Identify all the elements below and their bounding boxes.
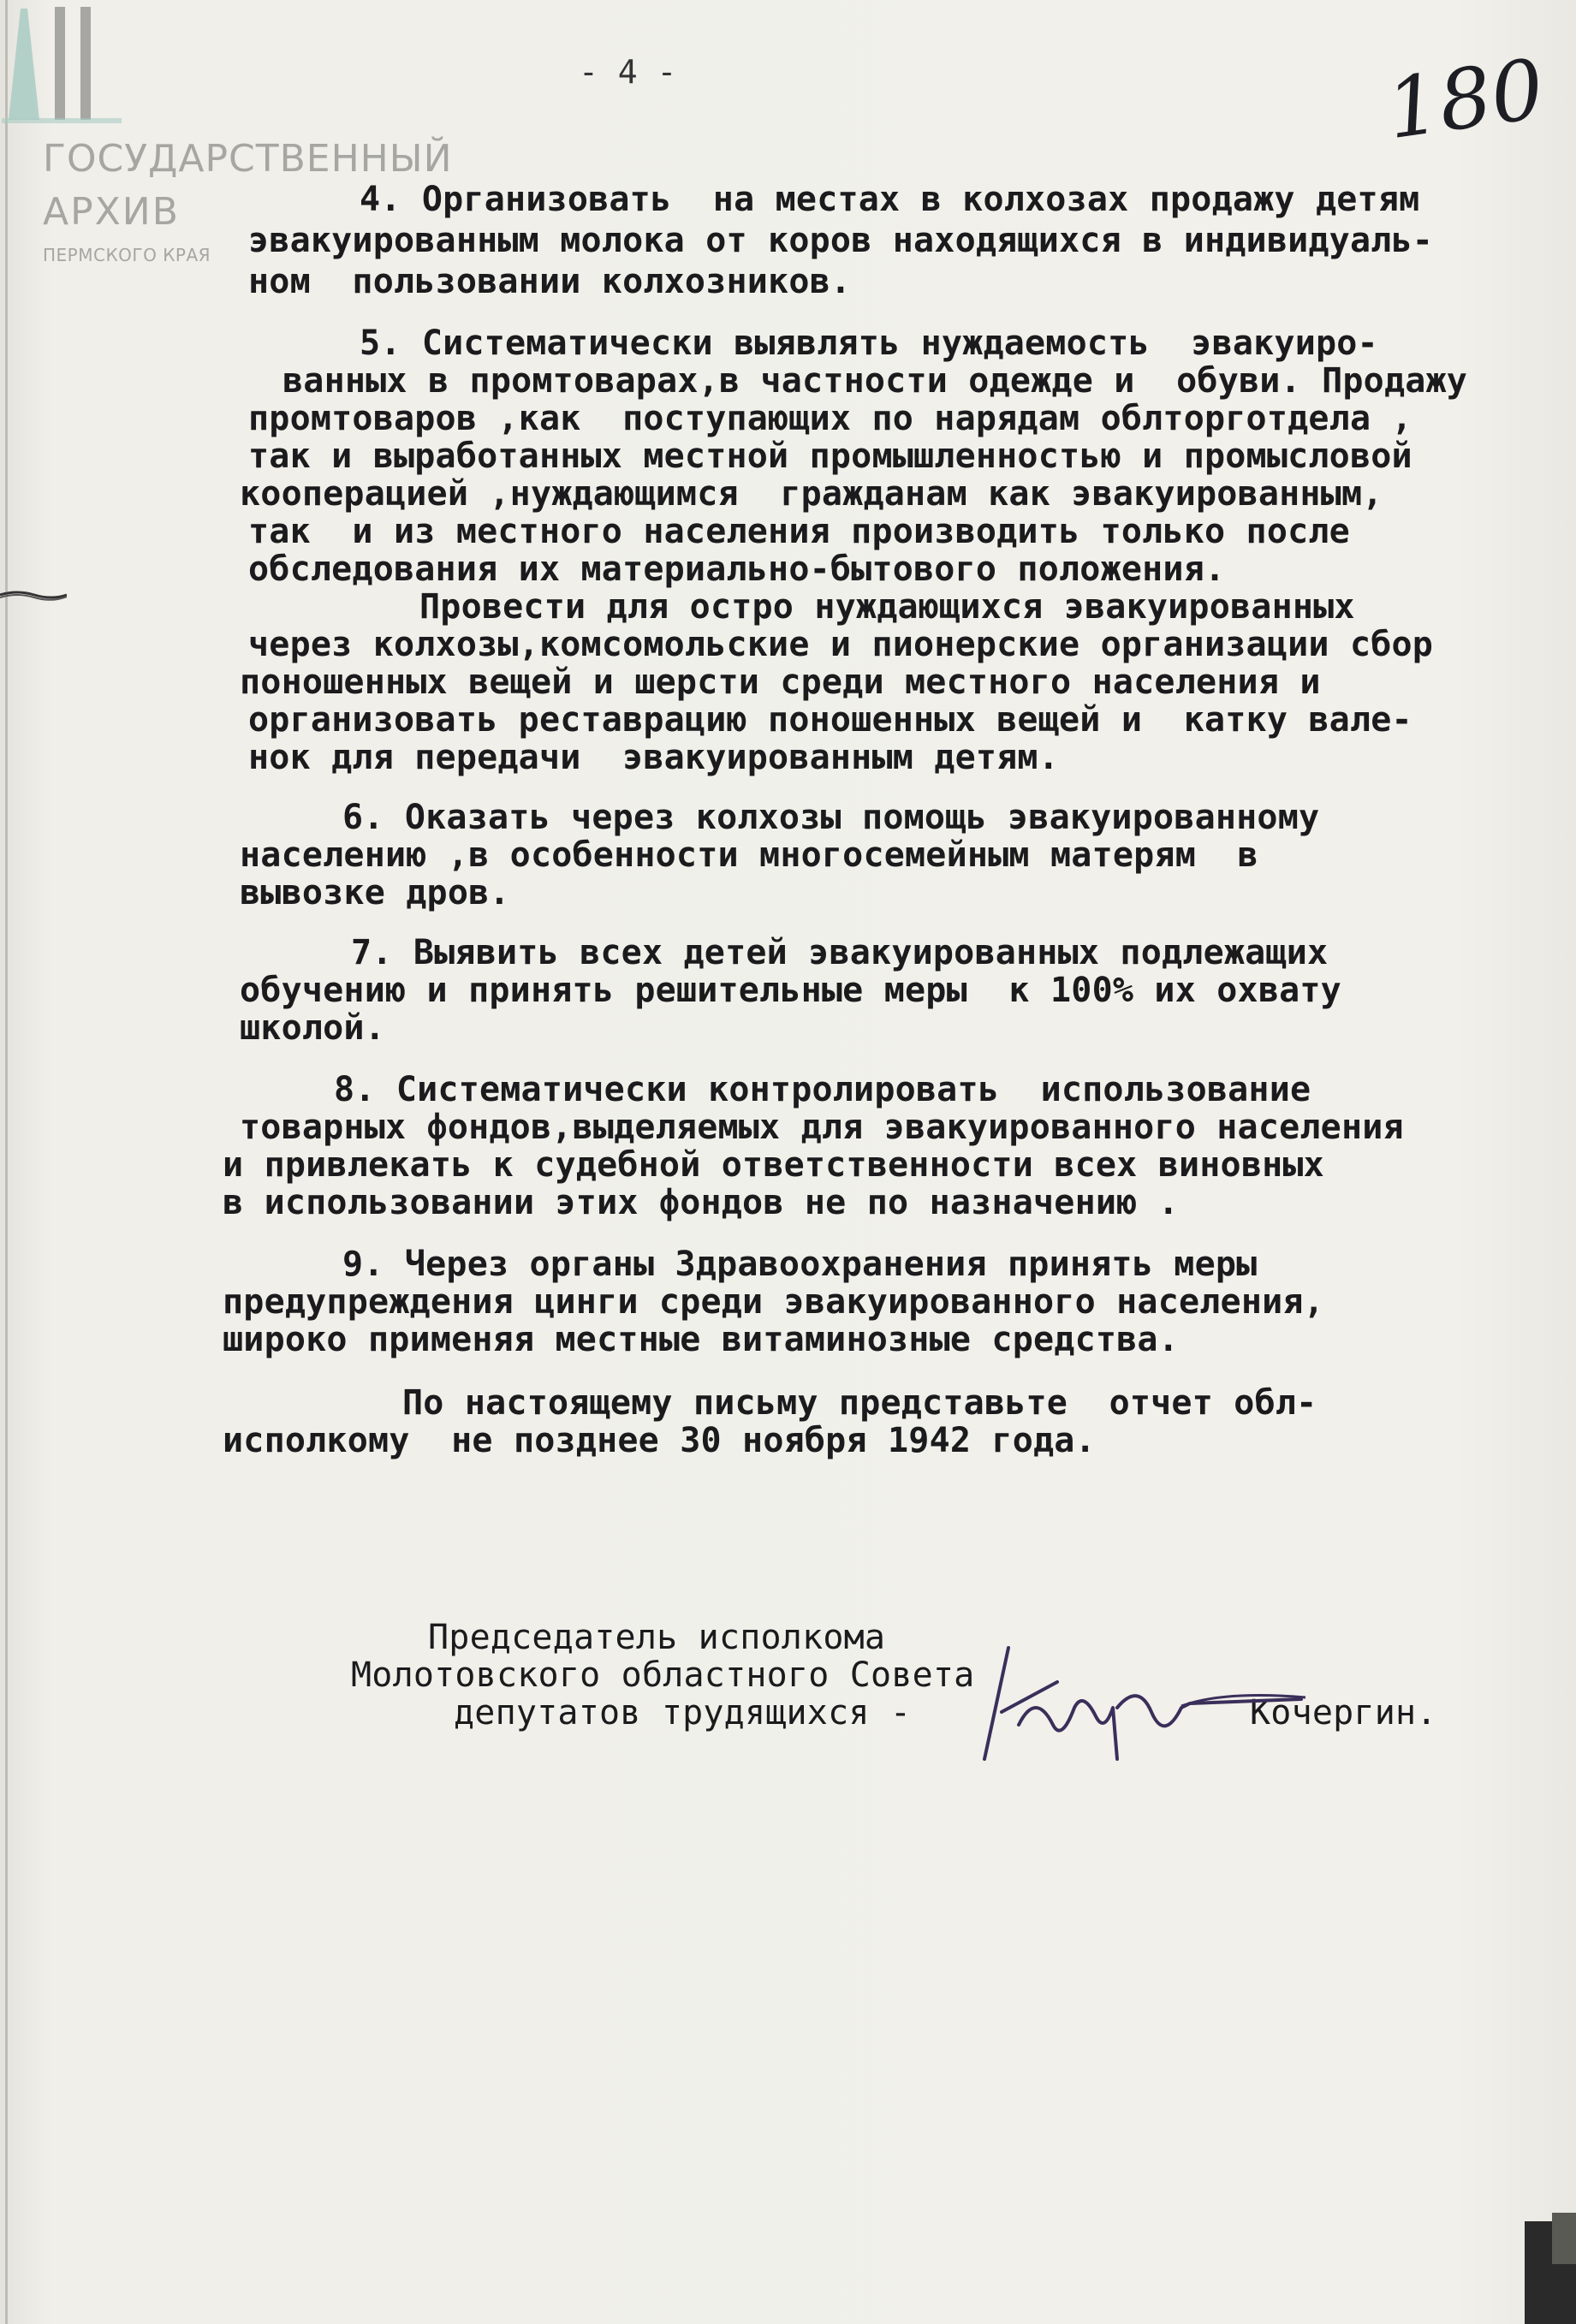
- p5-line12: нок для передачи эвакуированным детям.: [248, 738, 1059, 777]
- closing-line2: исполкому не позднее 30 ноября 1942 года.: [223, 1421, 1096, 1460]
- p4-line2: эвакуированным молока от коров находящихся в индивидуаль-: [248, 221, 1434, 260]
- p6-line1: 6. Оказать через колхозы помощь эвакуированному: [342, 798, 1320, 837]
- p8-line3: и привлекать к судебной ответственности всех виновных: [223, 1145, 1324, 1185]
- p5-line6: так и из местного населения производить только после: [248, 512, 1350, 551]
- p5-line5: кооперацией ,нуждающимся гражданам как эвакуированным,: [240, 474, 1383, 514]
- p4-line3: ном пользовании колхозников.: [248, 262, 852, 301]
- binding-line: [5, 0, 8, 2324]
- signature-title-line1: Председатель исполкома: [428, 1618, 886, 1657]
- page-number: 180: [1381, 40, 1550, 158]
- p7-line1: 7. Выявить всех детей эвакуированных подлежащих: [351, 933, 1329, 972]
- p8-line4: в использовании этих фондов не по назначению .: [223, 1183, 1179, 1222]
- archive-logo-icon: [2, 0, 122, 128]
- p7-line3: школой.: [240, 1008, 385, 1048]
- p9-line1: 9. Через органы Здравоохранения принять меры: [342, 1245, 1258, 1284]
- p6-line3: вывозке дров.: [240, 873, 510, 912]
- p8-line2: товарных фондов,выделяемых для эвакуированного населения: [240, 1108, 1404, 1147]
- p5-line7: обследования их материально-бытового положения.: [248, 550, 1226, 589]
- p5-line2: ванных в промтоварах,в частности одежде и обуви. Продажу: [282, 361, 1468, 401]
- binding-thread-icon: [0, 589, 67, 601]
- signatory-name: Кочергин.: [1250, 1693, 1437, 1733]
- signature-title-line3: депутатов трудящихся -: [454, 1693, 912, 1733]
- p9-line2: предупреждения цинги среди эвакуированного населения,: [223, 1282, 1324, 1322]
- p8-line1: 8. Систематически контролировать использование: [334, 1070, 1311, 1109]
- p6-line2: населению ,в особенности многосемейным матерям в: [240, 835, 1258, 875]
- page-header-mark: - 4 -: [579, 53, 677, 91]
- p9-line3: широко применяя местные витаминозные средства.: [223, 1320, 1179, 1359]
- p5-line8: Провести для остро нуждающихся эвакуированных: [419, 587, 1355, 627]
- closing-line1: По настоящему письму представьте отчет обл-: [402, 1383, 1317, 1423]
- p7-line2: обучению и принять решительные меры к 100% их охвату: [240, 971, 1341, 1010]
- archive-name-line2: АРХИВ: [43, 190, 180, 234]
- page-corner-shadow-edge: [1552, 2213, 1576, 2264]
- p5-line11: организовать реставрацию поношенных вещей и катку вале-: [248, 700, 1412, 740]
- archive-name-line1: ГОСУДАРСТВЕННЫЙ: [43, 137, 453, 181]
- archive-name-line3: ПЕРМСКОГО КРАЯ: [43, 245, 211, 265]
- p5-line9: через колхозы,комсомольские и пионерские организации сбор: [248, 625, 1434, 664]
- p5-line10: поношенных вещей и шерсти среди местного населения и: [240, 663, 1321, 702]
- signature-title-line2: Молотовского областного Совета: [351, 1655, 975, 1695]
- handwritten-signature: [967, 1631, 1310, 1802]
- p4-line1: 4. Организовать на местах в колхозах продажу детям: [360, 180, 1420, 219]
- p5-line1: 5. Систематически выявлять нуждаемость эвакуиро-: [360, 324, 1378, 363]
- p5-line3: промтоваров ,как поступающих по нарядам облторготдела ,: [248, 399, 1412, 438]
- p5-line4: так и выработанных местной промышленностью и промысловой: [248, 437, 1412, 476]
